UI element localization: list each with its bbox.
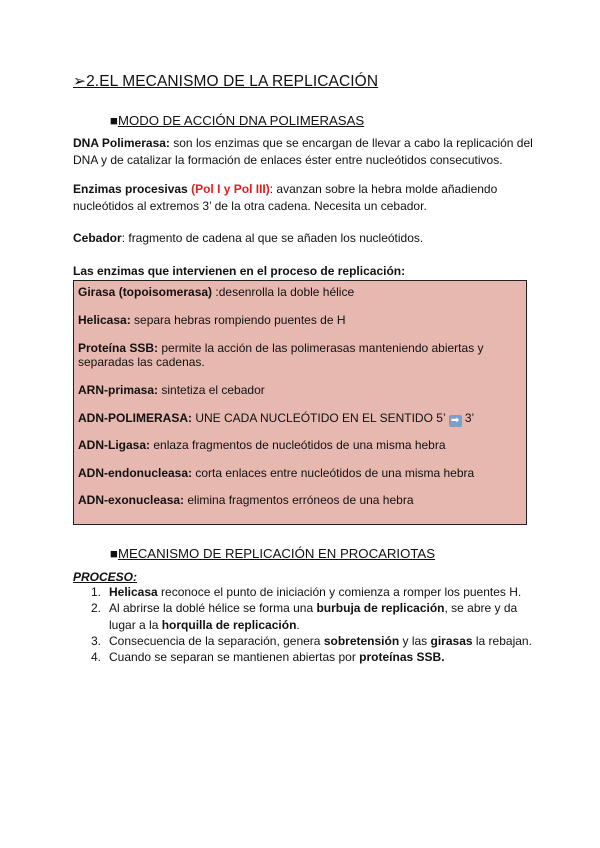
step-text: Al abrirse la doblé hélice se forma una bbox=[109, 601, 317, 616]
enzyme-item bbox=[78, 383, 518, 397]
step-text: Consecuencia de la separación, genera bbox=[109, 633, 324, 648]
step-text: reconoce el punto de iniciación y comienza a romper los puentes H. bbox=[157, 585, 522, 599]
enzyme-item bbox=[78, 313, 518, 327]
step-text: sobretensión bbox=[323, 633, 400, 648]
enzyme-desc: permite la acción de las polimerasas manteniendo abiertas y separadas las cadenas. bbox=[78, 341, 484, 369]
paragraph-dna-polimerasa bbox=[73, 135, 533, 169]
enzyme-term: ARN-primasa: bbox=[78, 383, 159, 397]
enzyme-desc: separa hebras rompiendo puentes de H bbox=[130, 313, 346, 327]
list-number: 4. bbox=[91, 650, 102, 665]
enzyme-term: ADN-endonucleasa: bbox=[78, 466, 193, 480]
list-number: 2. bbox=[91, 601, 102, 616]
enzyme-desc: UNE CADA NUCLEÓTIDO EN EL SENTIDO 5’ bbox=[192, 411, 446, 425]
list-number: 1. bbox=[91, 585, 102, 599]
term-dna-polimerasa: DNA Polimerasa: bbox=[73, 136, 170, 150]
enzymes-box bbox=[73, 280, 527, 525]
section-heading-polimerasas bbox=[110, 113, 364, 128]
enzyme-item bbox=[78, 341, 518, 369]
enzyme-item bbox=[78, 411, 518, 427]
step-text: Cuando se separan se mantienen abiertas por bbox=[109, 650, 360, 665]
step-text: horquilla de replicación bbox=[161, 617, 297, 632]
right-arrow-icon: ➡ bbox=[449, 415, 462, 427]
proceso-label: PROCESO: bbox=[73, 570, 138, 584]
step-text: y las bbox=[399, 633, 431, 648]
term-cebador: Cebador bbox=[73, 231, 122, 245]
section-heading-text: MODO DE ACCIÓN DNA POLIMERASAS bbox=[117, 113, 365, 128]
enzyme-term: Helicasa: bbox=[78, 313, 131, 327]
term-enzimas-procesivas: Enzimas procesivas bbox=[73, 182, 188, 196]
enzyme-term: Girasa (topoisomerasa) bbox=[78, 285, 213, 299]
enzyme-term: ADN-Ligasa: bbox=[78, 438, 151, 452]
text-cebador: : fragmento de cadena al que se añaden los nucleótidos. bbox=[121, 231, 424, 245]
enzyme-item bbox=[78, 285, 518, 299]
step-text: burbuja de replicación bbox=[316, 601, 445, 616]
step-text: . bbox=[296, 617, 300, 632]
enzyme-desc: :desenrolla la doble hélice bbox=[212, 285, 355, 299]
step-text: , se abre y da lugar a la bbox=[109, 601, 518, 632]
square-bullet-icon: ■ bbox=[110, 113, 118, 128]
text-dna-polimerasa: son los enzimas que se encargan de llevar a cabo la replicación del DNA y de catalizar la formación de enlaces éster entre nucleótidos consecutivos. bbox=[73, 136, 533, 167]
step-text: girasas bbox=[430, 633, 473, 648]
enzyme-item bbox=[78, 466, 518, 480]
list-number: 3. bbox=[91, 633, 102, 648]
enzyme-desc: sintetiza el cebador bbox=[158, 383, 265, 397]
step-text: la rebajan. bbox=[472, 633, 532, 648]
paragraph-enzimas-procesivas bbox=[73, 181, 533, 215]
steps-list bbox=[85, 584, 535, 665]
section-heading-procariotas bbox=[110, 546, 435, 561]
paragraph-cebador bbox=[73, 230, 533, 247]
section-heading-text: MECANISMO DE REPLICACIÓN EN PROCARIOTAS bbox=[117, 546, 436, 561]
enzyme-term: ADN-exonucleasa: bbox=[78, 493, 185, 507]
step-text: Helicasa bbox=[109, 585, 158, 599]
enzyme-term: ADN-POLIMERASA: bbox=[78, 411, 192, 425]
enzyme-desc: elimina fragmentos erróneos de una hebra bbox=[184, 493, 414, 507]
page-title: ➢2.EL MECANISMO DE LA REPLICACIÓN bbox=[73, 73, 379, 90]
list-item bbox=[85, 600, 535, 633]
enzyme-term: Proteína SSB: bbox=[78, 341, 159, 355]
list-item bbox=[85, 584, 535, 600]
red-highlight: (Pol I y Pol III) bbox=[191, 182, 270, 196]
list-item bbox=[85, 633, 535, 649]
enzyme-item bbox=[78, 493, 518, 507]
enzyme-desc-end: 3’ bbox=[461, 411, 475, 425]
enzyme-desc: enlaza fragmentos de nucleótidos de una misma hebra bbox=[150, 438, 446, 452]
enzyme-desc: corta enlaces entre nucleótidos de una misma hebra bbox=[192, 466, 475, 480]
enzyme-item bbox=[78, 438, 518, 452]
enzymes-list-heading: Las enzimas que intervienen en el proceso de replicación: bbox=[73, 264, 406, 278]
step-text: proteínas SSB. bbox=[359, 650, 445, 665]
square-bullet-icon: ■ bbox=[110, 546, 118, 561]
list-item bbox=[85, 649, 535, 665]
text-enzimas-procesivas: : avanzan sobre la hebra molde añadiendo nucleótidos al extremos 3’ de la otra cadena. Necesita un cebador. bbox=[73, 182, 498, 213]
